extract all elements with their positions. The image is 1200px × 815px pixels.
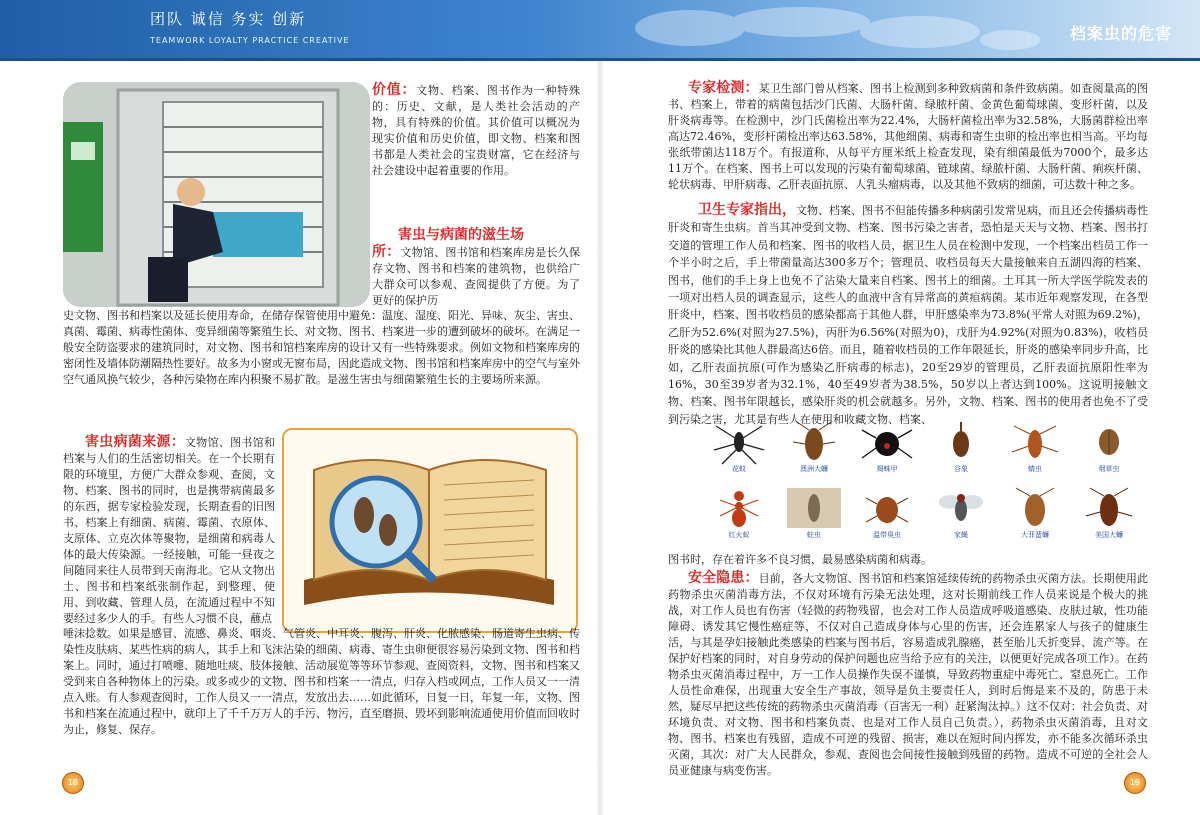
insect-label: 红火蚁 xyxy=(728,531,750,539)
insect-bedbug xyxy=(856,486,918,540)
insect-american-cockroach xyxy=(1078,486,1140,540)
page-gutter xyxy=(596,61,604,815)
insect-bug xyxy=(1004,420,1066,474)
insect-label: 美国大蠊 xyxy=(1095,531,1123,539)
health-heading: 卫生专家指出， xyxy=(698,202,796,218)
source-text-a: 文物馆、图书馆和档案与人们的生活密切相关。在一个长期有限的环境里，方便广大群众参观、查阅，文物、档案、图书的同时，也是携带病菌最多的东西，据专家检验发现，长期查看的旧图书、档案上有细菌、病菌、霉菌、衣原体、支原体、立克次体等聚物，是细菌和病毒人体的最大传染源。一经接触，可能一昼夜之间随同来往人员带到天南海北。它从文物出土、图书和档案纸张制作起，到整理、使用、到收藏、管理人员，在流通过程中不知要经过多少人的手。有些人习惯不良，蘸点 xyxy=(63,436,275,625)
insect-label: 澳洲大蠊 xyxy=(800,465,828,473)
world-map-icon xyxy=(600,0,1060,58)
slogan-cn: 团队 诚信 务实 创新 xyxy=(150,10,307,28)
cockroach-icon xyxy=(783,420,845,466)
bedbug-icon xyxy=(856,486,918,532)
insect-australian-cockroach xyxy=(783,420,845,474)
insect-label: 褐蛛甲 xyxy=(876,465,898,473)
expert-text: 某卫生部门曾从档案、图书上检测到多种致病菌和条件致病菌。如查阅量高的图书、档案上，带着的病菌包括沙门氏菌、大肠杆菌、绿脓杆菌、金黄色葡萄球菌、变形杆菌，以及肝炎病毒等。在检测中，沙门氏菌检出率为22.4%，大肠杆菌检出率为32.58%，大肠菌群检出率高达72.46%，变形杆菌检出率达63.58%，其他细菌、病毒和寄生虫卵的检出率也相当高。平均每张纸带菌达118万个。有报道称，从每平方厘米纸上检查发现，染有细菌最低为7000个，最多达11万个。在档案、图书上可以发现的污染有葡萄球菌、链球菌、绿脓杆菌、大肠杆菌、痢疾杆菌、轮状病毒、甲肝病毒、乙肝表面抗原、人乳头瘤病毒，以及其他不致病的细菌，可达数十种之多。 xyxy=(668,82,1149,191)
value-text: 文物、档案、图书作为一种特殊的：历史、文献，是人类社会活动的产物，具有特殊的价值。其价值可以概况为现实价值和历史价值，即文物、档案和图书都是人类社会的宝贵财富，它在经济与社会建设中起着重要的作用。 xyxy=(372,84,580,177)
page-number-right: 19 xyxy=(1124,772,1146,794)
insect-label: 温带臭虫 xyxy=(873,531,901,539)
source-heading: 害虫病菌来源： xyxy=(85,434,185,450)
breeding-heading-b: 所： xyxy=(372,244,401,260)
insect-gallery xyxy=(708,420,1146,548)
insect-silverfish xyxy=(783,486,845,540)
cockroach-icon xyxy=(1078,486,1140,532)
insect-label: 蛀虫 xyxy=(807,531,821,539)
section-title: 档案虫的危害 xyxy=(1069,24,1172,43)
breeding-heading-a: 害虫与病菌的滋生场 xyxy=(398,227,524,243)
value-paragraph xyxy=(372,82,580,179)
page-number-left: 18 xyxy=(62,772,84,794)
breeding-paragraph-a xyxy=(372,244,580,309)
bug-icon xyxy=(1004,420,1066,466)
insect-label: 花蚊 xyxy=(732,465,746,473)
value-heading: 价值： xyxy=(372,82,417,98)
insect-housefly xyxy=(930,486,992,540)
safety-heading: 安全隐患： xyxy=(688,570,759,586)
expert-heading: 专家检测： xyxy=(688,80,759,96)
expert-paragraph xyxy=(668,80,1148,193)
source-paragraph-a xyxy=(63,434,275,627)
safety-text: 目前，各大文物馆、图书馆和档案馆延续传统的药物杀虫灭菌方法。长期使用此药物杀虫灭菌消毒方法，不仅对环境有污染无法处理，这对长期前线工作人员来说是个极大的挑战，对工作人员也有伤害（轻微的药物残留，也会对工作人员造成呼吸道感染、皮肤过敏，性功能障碍、诱发其它慢性癌症等，不仅对自己造成身体与心里的伤害，还会连累家人与孩子的健康生活，与其是孕妇接触此类感染的档案与图书后，容易造成乳腺癌，甚至胎儿夭折变异、流产等。在保护好档案的同时，对自身劳动的保护问题也应当给予应有的关注，以便更好完成各项工作）。在药物杀虫灭菌消毒过程中，万一工作人员操作失误不谨慎，导致药物重症中毒死亡、窒息死亡。工作人员性命难保，出现重大安全生产事故，领导是负主要责任人，到时后悔是来不及的，防患于未然，疑尽早把这些传统的药物杀虫灭菌消毒（百害无一利）赶紧淘汰掉。）这不仅对：社会负责、对环境负责、对文物、图书和档案负责、也是对工作人员自己负责。），药物杀虫灭菌消毒，且对文物、图书、档案也有残留，造成不可逆的残留、损害，难以在短时间内挥发，亦不能多次循环杀虫灭菌，其次：对广大人民群众，参观、查阅也会间接性接触到残留的药物。造成不可逆的全社会人员亚健康与病变伤害。 xyxy=(668,572,1149,777)
slogan-en: TEAMWORK LOYALTY PRACTICE CREATIVE xyxy=(150,36,350,45)
header-banner xyxy=(0,0,1200,58)
insect-label: 大菲蜚蠊 xyxy=(1021,531,1049,539)
bridge-paragraph: 图书时，存在着许多不良习惯，最易感染病菌和病毒。 xyxy=(668,553,932,566)
spider-beetle-icon xyxy=(856,420,918,466)
insect-label: 谷象 xyxy=(954,465,968,473)
beetle-icon xyxy=(1078,420,1140,466)
sterilizer-photo xyxy=(63,82,370,307)
insect-mosquito xyxy=(708,420,770,474)
health-text: 文物、档案、图书不但能传播多种病菌引发常见病，而且还会传播病毒性肝炎和寄生虫病。首当其冲受到文物、档案、图书污染之害者，恐怕是天天与文物、档案、图书打交道的管理工作人员和档案、图书的收档人员，据卫生人员在检测中发现，一个档案出档员工作一个半小时之后，手上带菌量高达300多万个；管理员、收档员每天大量接触来自五湖四海的档案、图书，他们的手上身上也免不了沾染大量来自档案、图书上的细菌。土耳其一所大学医学院发表的一项对出档人员的调查显示，这些人的血液中含有异常高的黄疸病菌。某市近年观察发现，在各型肝炎中，档案、图书收档员的感染都高于其他人群，甲肝感染率为73.8%(平常人对照为69.2%)，乙肝为52.6%(对照为27.5%)，丙肝为6.56%(对照为0)，戊肝为4.92%(对照为0.83%)，收档员肝炎的感染比其他人群最高达6倍。而且，随着收档员的工作年限延长，肝炎的感染率同步升高，比如，乙肝表面抗原(可作为感染乙肝病毒的标志)，20至29岁的管理员，乙肝表面抗原阳性率为16%，30至39岁者为32.1%，40至49岁者为38.5%，50岁以上者达到100%。这说明接触文物、档案、图书年限越长，感染肝炎的机会就越多。另外，文物、档案、图书的使用者也免不了受到污染之害，尤其是有些人在使用和收藏文物、档案、 xyxy=(668,204,1148,426)
health-paragraph xyxy=(668,202,1148,428)
silverfish-icon xyxy=(783,486,845,532)
insect-label: 家蝇 xyxy=(954,531,968,539)
fly-icon xyxy=(930,486,992,532)
insect-label: 烟草虫 xyxy=(1098,465,1120,473)
insect-label: 蜻虫 xyxy=(1028,465,1042,473)
insect-tobacco-beetle xyxy=(1078,420,1140,474)
book-illustration xyxy=(282,428,578,633)
ant-icon xyxy=(708,486,770,532)
source-paragraph-b: 唾沫捻数。如果是感冒、流感、鼻炎、咽炎、气管炎、中耳炎、腹泻、肝炎、化脓感染、肠道寄生虫病、传染性皮肤病、某些性病的病人，其手上和飞沫沾染的细菌、病毒、寄生虫卵便很容易污染到文物、图书和档案上。同时，通过打喷嚏、随地吐痰、肢体接触、活动展览等等环节参观、查阅资料，文物、图书和档案又受到来自各种物体上的污染。或多或少的文物、图书和档案一一清点，归存入档或网点，工作人员又一一清点入账。有人参观查阅时，工作人员又一一清点，发放出去……如此循环，日复一日，年复一年，文物、图书和档案在流通过程中，就印上了千千万万人的手污、物污，直至磨损、毁坏到影响流通使用价值而回收时为止，修复、保存。 xyxy=(63,627,580,736)
insect-spider-beetle xyxy=(856,420,918,474)
insect-grain-weevil xyxy=(930,420,992,474)
mosquito-icon xyxy=(708,420,770,466)
weevil-icon xyxy=(930,420,992,466)
safety-paragraph xyxy=(668,570,1148,779)
cockroach-icon xyxy=(1004,486,1066,532)
insect-fire-ant xyxy=(708,486,770,540)
insect-giant-cockroach xyxy=(1004,486,1066,540)
breeding-paragraph-b: 史文物、图书和档案以及延长使用寿命，在储存保管使用中避免：温度、湿度、阳光、异味、灰尘、害虫、真菌、霉菌、病毒性菌体、变异细菌等繁殖生长、对文物、图书、档案进一步的遭到破坏的破坏。在满足一般安全防盗要求的建筑同时，对文物、图书和馆档案库房的设计又有一些特殊要求。例如文物和档案库房的密闭性及墙体防潮隔热性要好。故多为小窗或无窗布局，因此造成文物、图书馆和档案库房中的空气与室外空气通风换气较少，各种污染物在库内积聚不易扩散。是滋生害虫与细菌繁殖生长的主要场所来源。 xyxy=(63,309,580,386)
breeding-text-a: 文物馆、图书馆和档案库房是长久保存文物、图书和档案的建筑物，也供给广大群众可以参观、查阅提供了方便。为了更好的保护历 xyxy=(372,246,581,307)
